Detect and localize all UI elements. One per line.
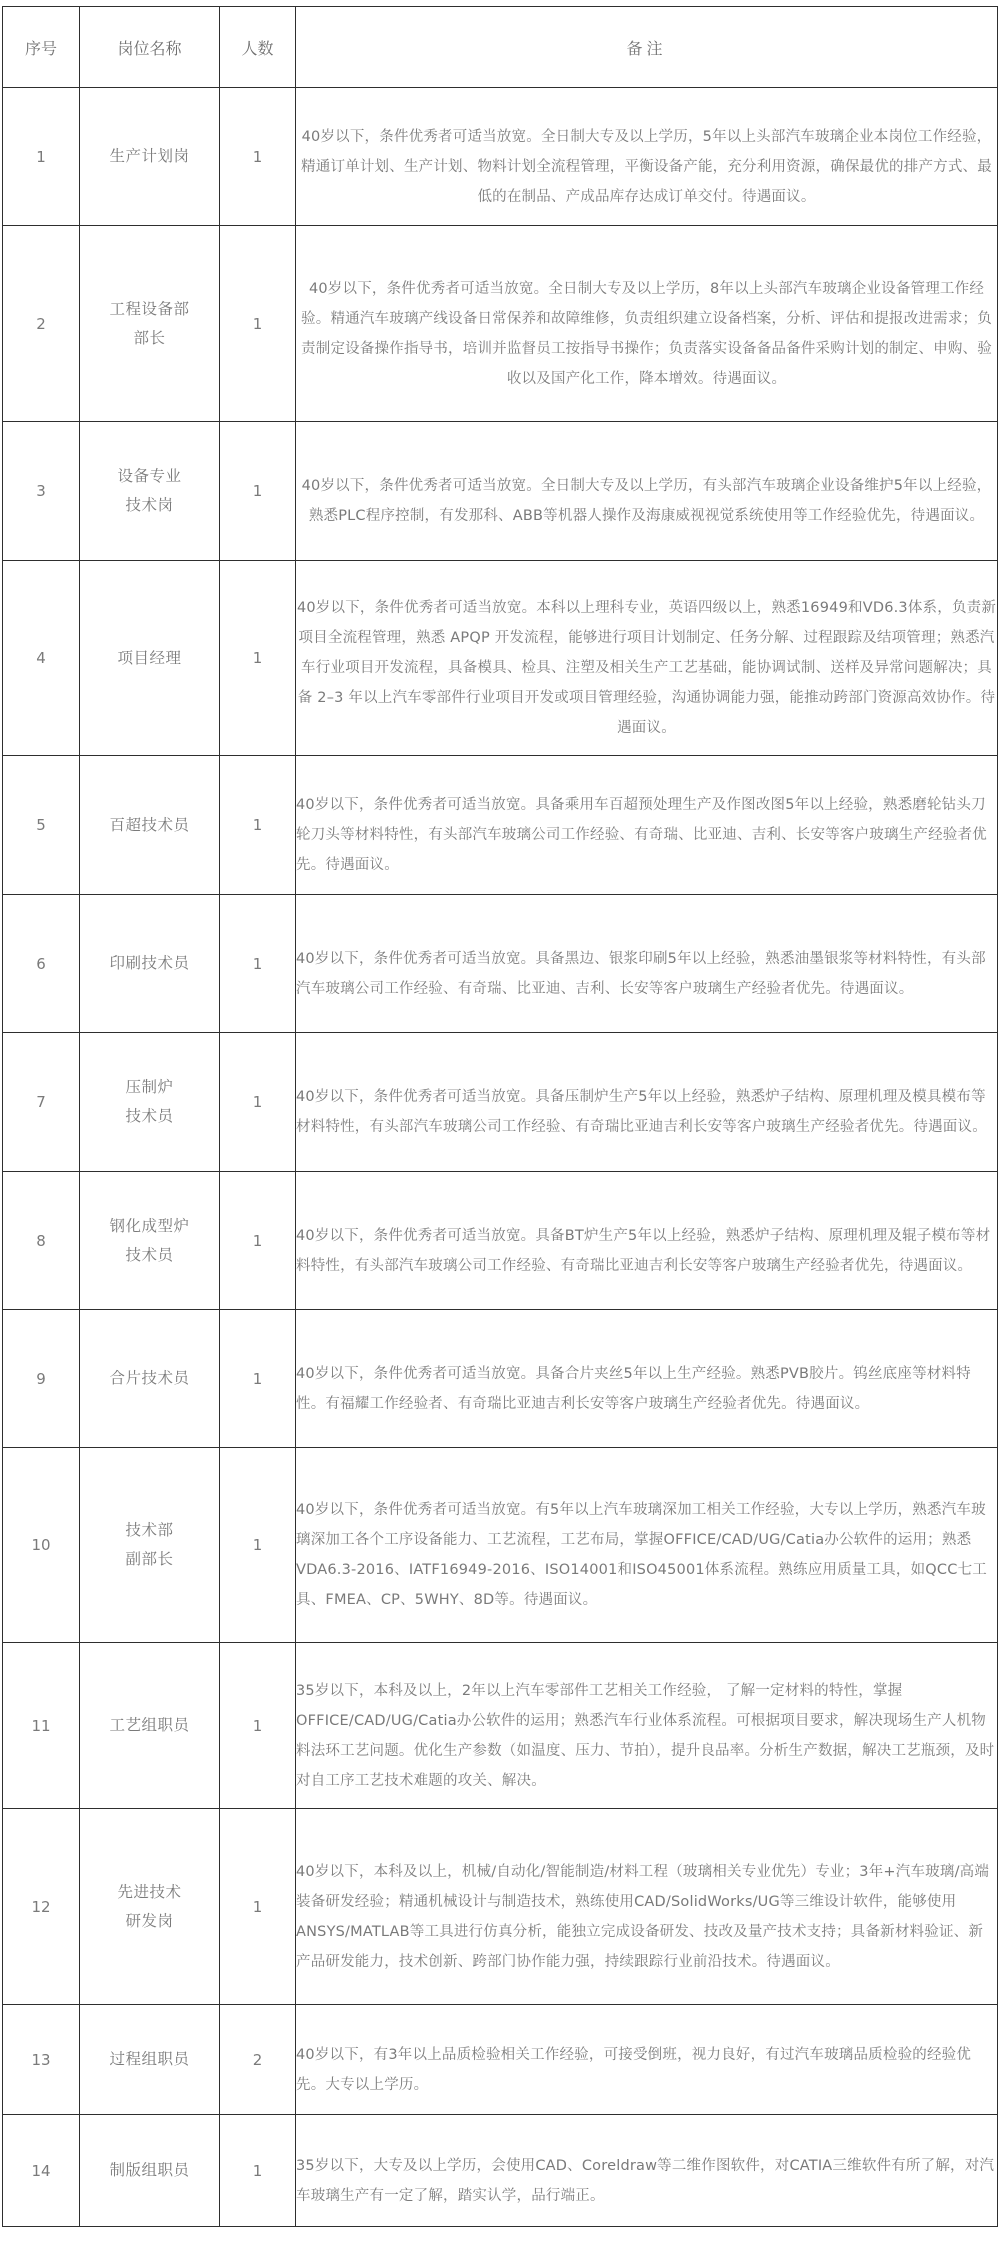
remark-text: 40岁以下，本科及以上，机械/自动化/智能制造/材料工程（玻璃相关专业优先）专业；3年+汽车玻璃/高端装备研发经验；精通机械设计与制造技术，熟练使用CAD/SolidWorks/UG等三维设计软件，能够使用ANSYS/MATLAB等工具进行仿真分析，能独立完成设备研发、技改及量产技术支持；具备新材料验证、新产品研发能力，技术创新、跨部门协作能力强，持续跟踪行业前沿技术。待遇面议。 <box>296 1863 990 1970</box>
remark-text: 40岁以下，有3年以上品质检验相关工作经验，可接受倒班，视力良好，有过汽车玻璃品质检验的经验优先。大专以上学历。 <box>296 2046 972 2093</box>
header-no: 序号 <box>3 7 80 88</box>
table-row <box>3 226 998 422</box>
header-remark: 备注 <box>296 7 998 88</box>
row-number: 8 <box>3 1172 80 1310</box>
position-name: 工程设备部 部长 <box>80 226 220 422</box>
remark-text: 40岁以下，条件优秀者可适当放宽。全日制大专及以上学历，8年以上头部汽车玻璃企业设备管理工作经验。精通汽车玻璃产线设备日常保养和故障维修，负责组织建立设备档案，分析、评估和提报改进需求；负责制定设备操作指导书，培训并监督员工按指导书操作；负责落实设备备品备件采购计划的制定、申购、验收以及国产化工作，降本增效。待遇面议。 <box>301 280 992 387</box>
recruitment-table <box>2 6 998 2227</box>
table-row <box>3 1448 998 1643</box>
row-number: 1 <box>3 88 80 226</box>
position-name: 技术部 副部长 <box>80 1448 220 1643</box>
position-name: 百超技术员 <box>80 756 220 895</box>
headcount: 1 <box>220 2115 296 2227</box>
table-row <box>3 1643 998 1809</box>
remark-cell <box>296 561 998 756</box>
headcount: 1 <box>220 88 296 226</box>
headcount: 1 <box>220 756 296 895</box>
position-name: 合片技术员 <box>80 1310 220 1448</box>
remark-cell <box>296 226 998 422</box>
remark-text: 40岁以下，条件优秀者可适当放宽。全日制大专及以上学历，有头部汽车玻璃企业设备维护5年以上经验，熟悉PLC程序控制，有发那科、ABB等机器人操作及海康威视视觉系统使用等工作经验优先，待遇面议。 <box>301 478 992 524</box>
remark-text: 35岁以下，大专及以上学历，会使用CAD、Coreldraw等二维作图软件，对CATIA三维软件有所了解，对汽车玻璃生产有一定了解，踏实认学，品行端正。 <box>296 2157 995 2204</box>
remark-cell <box>296 88 998 226</box>
headcount: 1 <box>220 895 296 1033</box>
header-position: 岗位名称 <box>80 7 220 88</box>
row-number: 11 <box>3 1643 80 1809</box>
remark-cell <box>296 2115 998 2227</box>
table-body <box>3 88 998 2227</box>
row-number: 14 <box>3 2115 80 2227</box>
table-header-row <box>3 7 998 88</box>
remark-cell <box>296 1643 998 1809</box>
position-name: 制版组职员 <box>80 2115 220 2227</box>
table-row <box>3 1809 998 2005</box>
headcount: 1 <box>220 1448 296 1643</box>
remark-cell <box>296 1033 998 1172</box>
remark-cell <box>296 2005 998 2115</box>
row-number: 13 <box>3 2005 80 2115</box>
remark-cell <box>296 895 998 1033</box>
remark-cell <box>296 1310 998 1448</box>
headcount: 1 <box>220 1033 296 1172</box>
remark-text: 40岁以下，条件优秀者可适当放宽。全日制大专及以上学历，5年以上头部汽车玻璃企业本岗位工作经验，精通订单计划、生产计划、物料计划全流程管理，平衡设备产能，充分利用资源，确保最优的排产方式、最低的在制品、产成品库存达成订单交付。待遇面议。 <box>301 128 992 205</box>
row-number: 7 <box>3 1033 80 1172</box>
remark-cell <box>296 756 998 895</box>
headcount: 1 <box>220 1172 296 1310</box>
row-number: 9 <box>3 1310 80 1448</box>
remark-text: 40岁以下，条件优秀者可适当放宽。具备黑边、银浆印刷5年以上经验，熟悉油墨银浆等材料特性，有头部汽车玻璃公司工作经验、有奇瑞、比亚迪、吉利、长安等客户玻璃生产经验者优先。待遇面议。 <box>296 950 986 997</box>
table-row <box>3 1310 998 1448</box>
remark-text: 40岁以下，条件优秀者可适当放宽。具备合片夹丝5年以上生产经验。熟悉PVB胶片。钨丝底座等材料特性。有福耀工作经验者、有奇瑞比亚迪吉利长安等客户玻璃生产经验者优先。待遇面议。 <box>296 1365 971 1412</box>
table-row <box>3 1172 998 1310</box>
remark-text: 35岁以下，本科及以上，2年以上汽车零部件工艺相关工作经验， 了解一定材料的特性，掌握OFFICE/CAD/UG/Catia办公软件的运用；熟悉汽车行业体系流程。可根据项目要求，解决现场生产人机物料法环工艺问题。优化生产参数（如温度、压力、节拍），提升良品率。分析生产数据，解决工艺瓶颈，及时对自工序工艺技术难题的攻关、解决。 <box>296 1682 995 1789</box>
table-row <box>3 88 998 226</box>
headcount: 1 <box>220 1809 296 2005</box>
row-number: 10 <box>3 1448 80 1643</box>
position-name: 先进技术 研发岗 <box>80 1809 220 2005</box>
row-number: 3 <box>3 422 80 561</box>
remark-text: 40岁以下，条件优秀者可适当放宽。本科以上理科专业，英语四级以上，熟悉16949和VD6.3体系，负责新项目全流程管理，熟悉 APQP 开发流程，能够进行项目计划制定、任务分解、过程跟踪及结项管理；熟悉汽车行业项目开发流程，具备模具、检具、注塑及相关生产工艺基础，能协调试制、送样及异常问题解决；具备 2–3 年以上汽车零部件行业项目开发或项目管理经验，沟通协调能力强，能推动跨部门资源高效协作。待遇面议。 <box>296 600 997 736</box>
row-number: 6 <box>3 895 80 1033</box>
row-number: 12 <box>3 1809 80 2005</box>
position-name: 生产计划岗 <box>80 88 220 226</box>
remark-text: 40岁以下，条件优秀者可适当放宽。有5年以上汽车玻璃深加工相关工作经验，大专以上学历，熟悉汽车玻璃深加工各个工序设备能力、工艺流程，工艺布局，掌握OFFICE/CAD/UG/Catia办公软件的运用；熟悉VDA6.3-2016、IATF16949-2016、ISO14001和ISO45001体系流程。熟练应用质量工具，如QCC七工具、FMEA、CP、5WHY、8D等。待遇面议。 <box>296 1502 987 1608</box>
position-name: 印刷技术员 <box>80 895 220 1033</box>
table-row <box>3 756 998 895</box>
table-row <box>3 422 998 561</box>
table-row <box>3 2115 998 2227</box>
headcount: 2 <box>220 2005 296 2115</box>
position-name: 过程组职员 <box>80 2005 220 2115</box>
table-row <box>3 2005 998 2115</box>
position-name: 工艺组职员 <box>80 1643 220 1809</box>
row-number: 2 <box>3 226 80 422</box>
headcount: 1 <box>220 1643 296 1809</box>
row-number: 5 <box>3 756 80 895</box>
headcount: 1 <box>220 561 296 756</box>
position-name: 钢化成型炉 技术员 <box>80 1172 220 1310</box>
headcount: 1 <box>220 1310 296 1448</box>
remark-text: 40岁以下，条件优秀者可适当放宽。具备压制炉生产5年以上经验，熟悉炉子结构、原理机理及模具模布等材料特性，有头部汽车玻璃公司工作经验、有奇瑞比亚迪吉利长安等客户玻璃生产经验者优先。待遇面议。 <box>296 1089 987 1135</box>
position-name: 项目经理 <box>80 561 220 756</box>
remark-cell <box>296 1809 998 2005</box>
header-count: 人数 <box>220 7 296 88</box>
headcount: 1 <box>220 226 296 422</box>
remark-cell <box>296 1172 998 1310</box>
row-number: 4 <box>3 561 80 756</box>
remark-text: 40岁以下，条件优秀者可适当放宽。具备BT炉生产5年以上经验，熟悉炉子结构、原理机理及辊子模布等材料特性，有头部汽车玻璃公司工作经验、有奇瑞比亚迪吉利长安等客户玻璃生产经验者优先，待遇面议。 <box>296 1227 991 1274</box>
table-row <box>3 1033 998 1172</box>
position-name: 压制炉 技术员 <box>80 1033 220 1172</box>
remark-cell <box>296 1448 998 1643</box>
remark-cell <box>296 422 998 561</box>
table-row <box>3 561 998 756</box>
remark-text: 40岁以下，条件优秀者可适当放宽。具备乘用车百超预处理生产及作图改图5年以上经验，熟悉磨轮钻头刀轮刀头等材料特性，有头部汽车玻璃公司工作经验、有奇瑞、比亚迪、吉利、长安等客户玻璃生产经验者优先。待遇面议。 <box>296 797 987 873</box>
headcount: 1 <box>220 422 296 561</box>
table-row <box>3 895 998 1033</box>
position-name: 设备专业 技术岗 <box>80 422 220 561</box>
